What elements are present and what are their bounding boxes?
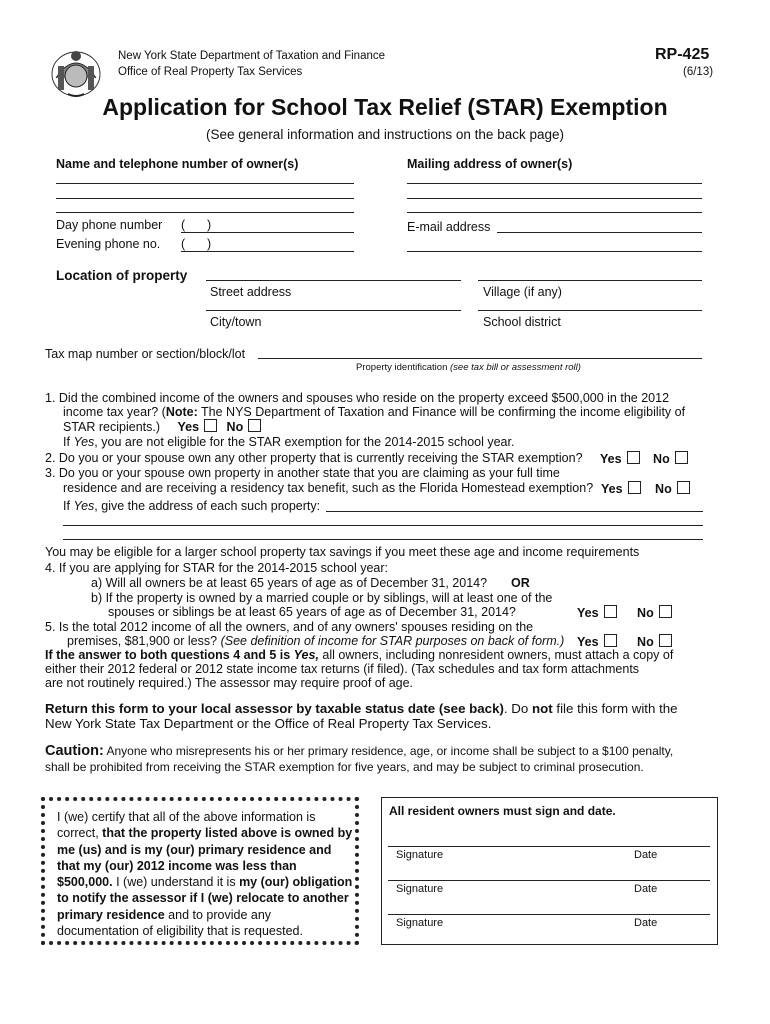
location-label: Location of property	[56, 268, 188, 283]
certify-text-3: and to provide any documentation of eligibility that is requested.	[57, 907, 303, 939]
q4a-text: a) Will all owners be at least 65 years of age as of December 31, 2014?	[91, 576, 488, 590]
q1-note: Note:	[165, 405, 198, 419]
owner-name-field-3[interactable]	[56, 212, 354, 213]
owner-name-field-1[interactable]	[56, 183, 354, 184]
q3-if: If	[63, 499, 70, 513]
q3-yes-checkbox[interactable]	[628, 481, 641, 494]
other-property-field-3[interactable]	[63, 539, 703, 540]
school-district-label: School district	[483, 315, 561, 329]
evening-phone-field[interactable]	[181, 251, 354, 252]
question-4b-line-1: b) If the property is owned by a married couple or by siblings, will at least one of the	[91, 591, 553, 605]
signature-label-3: Signature	[396, 917, 444, 929]
q1-no-label: No	[226, 420, 244, 434]
email-field-2[interactable]	[407, 251, 702, 252]
answer-note-text: all owners, including nonresident owners, must attach a copy of	[318, 648, 674, 662]
date-label-1: Date	[634, 849, 658, 861]
caution-line-1	[45, 743, 673, 759]
city-town-field[interactable]	[206, 310, 461, 311]
signature-line-1[interactable]	[388, 846, 710, 847]
question-5-line-2	[67, 634, 564, 648]
q5-no-label: No	[637, 635, 654, 649]
return-instruction-line-1	[45, 701, 678, 716]
return-post: file this form with the	[552, 701, 678, 716]
question-3-line-2: residence and are receiving a residency tax benefit, such as the Florida Homestead exemption?	[63, 481, 594, 495]
city-town-label: City/town	[210, 315, 262, 329]
signature-box	[381, 797, 718, 945]
signature-label-1: Signature	[396, 849, 444, 861]
question-1-line-2	[63, 405, 685, 419]
caution-label: Caution:	[45, 743, 104, 759]
answer-note-line-1	[45, 648, 673, 662]
question-2: 2. Do you or your spouse own any other property that is currently receiving the STAR exemption?	[45, 451, 583, 465]
q3-yes-italic: Yes	[73, 499, 95, 513]
q3-no-label: No	[655, 482, 672, 496]
caution-text-1: Anyone who misrepresents his or her primary residence, age, or income shall be subject to a $100 penalty,	[103, 744, 674, 758]
evening-phone-paren-open: (	[181, 237, 186, 251]
signature-label-2: Signature	[396, 883, 444, 895]
answer-note-line-2: either their 2012 federal or 2012 state income tax returns (if filed). (Tax schedules and tax form attachments	[45, 662, 640, 676]
signature-header: All resident owners must sign and date.	[389, 804, 616, 818]
certify-text-1: I (we) certify that all of the above information is correct,	[57, 810, 316, 841]
q3-answers	[601, 481, 690, 496]
street-address-field[interactable]	[206, 280, 461, 281]
tax-map-label: Tax map number or section/block/lot	[45, 347, 246, 361]
q1-yes-italic: Yes	[73, 435, 95, 449]
evening-phone-label: Evening phone no.	[56, 237, 161, 251]
q5-italic: (See definition of income for STAR purposes on back of form.)	[220, 634, 565, 648]
q4-no-label: No	[637, 606, 654, 620]
question-4: 4. If you are applying for STAR for the 2014-2015 school year:	[45, 561, 389, 575]
q5-yes-label: Yes	[577, 635, 599, 649]
q3-text-c: , give the address of each such property:	[94, 499, 321, 513]
question-3-line-1: 3. Do you or your spouse own property in another state that you are claiming as your full time	[45, 466, 560, 480]
property-id-caption	[356, 362, 581, 373]
q3-yes-label: Yes	[601, 482, 623, 496]
day-phone-field[interactable]	[181, 232, 354, 233]
email-label: E-mail address	[407, 220, 491, 234]
owner-name-field-2[interactable]	[56, 198, 354, 199]
tax-map-field[interactable]	[258, 358, 702, 359]
q5-no-checkbox[interactable]	[659, 634, 672, 647]
page-title: Application for School Tax Relief (STAR) Exemption	[102, 94, 668, 120]
caution-line-2: shall be prohibited from receiving the STAR exemption for five years, and may be subject to criminal prosecution.	[45, 760, 644, 774]
question-4b-line-2: spouses or siblings be at least 65 years of age as of December 31, 2014?	[108, 605, 516, 619]
certification-box	[41, 797, 359, 945]
certify-text-2: I (we) understand it is	[112, 875, 240, 890]
office-name: Office of Real Property Tax Services	[118, 66, 303, 78]
q2-yes-label: Yes	[600, 452, 622, 466]
q5-text: premises, $81,900 or less?	[67, 634, 218, 648]
signature-line-3[interactable]	[388, 914, 710, 915]
dept-name: New York State Department of Taxation and Finance	[118, 50, 386, 62]
q1-text-c: STAR recipients.)	[63, 420, 161, 434]
or-label: OR	[511, 576, 530, 590]
other-property-field-1[interactable]	[326, 511, 703, 512]
signature-line-2[interactable]	[388, 880, 710, 881]
q2-no-label: No	[653, 452, 670, 466]
q5-yes-checkbox[interactable]	[604, 634, 617, 647]
property-id-note: (see tax bill or assessment roll)	[450, 362, 581, 373]
q4-yes-checkbox[interactable]	[604, 605, 617, 618]
q4-answers	[577, 605, 672, 620]
age-intro: You may be eligible for a larger school property tax savings if you meet these age and income requirements	[45, 545, 640, 559]
return-bold: Return this form to your local assessor by taxable status date (see back)	[45, 701, 504, 716]
q1-no-checkbox[interactable]	[248, 419, 261, 432]
school-district-field[interactable]	[478, 310, 702, 311]
property-id-text: Property identification	[356, 362, 448, 373]
nys-seal-icon	[48, 44, 104, 100]
day-phone-paren-close: )	[207, 218, 212, 232]
question-1-line-3	[63, 419, 261, 434]
q2-no-checkbox[interactable]	[675, 451, 688, 464]
day-phone-label: Day phone number	[56, 218, 163, 232]
owner-name-label: Name and telephone number of owner(s)	[56, 157, 299, 171]
certify-bold-1: that the property listed above is owned by me (us) and is my (our) primary residence and that my (our) 2012 income was less than $500,000.	[57, 826, 353, 890]
answer-note-bold: If the answer to both questions 4 and 5 is	[45, 648, 291, 662]
mailing-address-field-2[interactable]	[407, 198, 702, 199]
mailing-address-field-1[interactable]	[407, 183, 702, 184]
evening-phone-paren-close: )	[207, 237, 212, 251]
q1-if: If	[63, 435, 70, 449]
date-label-3: Date	[634, 917, 658, 929]
question-1-line-4	[63, 435, 514, 449]
q2-answers	[600, 451, 688, 466]
answer-note-yes: Yes,	[293, 648, 319, 662]
q1-text-d: , you are not eligible for the STAR exemption for the 2014-2015 school year.	[94, 435, 515, 449]
answer-note-line-3: are not routinely required.) The assessor may require proof of age.	[45, 676, 414, 690]
other-property-field-2[interactable]	[63, 525, 703, 526]
q2-yes-checkbox[interactable]	[627, 451, 640, 464]
street-address-label: Street address	[210, 285, 292, 299]
q1-text-a: income tax year? (	[63, 405, 166, 419]
village-field[interactable]	[478, 280, 702, 281]
day-phone-paren-open: (	[181, 218, 186, 232]
date-label-2: Date	[634, 883, 658, 895]
q1-text-b: The NYS Department of Taxation and Finance will be confirming the income eligibility of	[197, 405, 686, 419]
email-field[interactable]	[497, 232, 702, 233]
question-5-line-1: 5. Is the total 2012 income of all the owners, and of any owners' spouses residing on the	[45, 620, 534, 634]
q5-answers	[577, 634, 672, 649]
mailing-address-field-3[interactable]	[407, 212, 702, 213]
return-not: not	[532, 701, 553, 716]
village-label: Village (if any)	[483, 285, 562, 299]
question-3-line-3	[63, 499, 320, 513]
form-number: RP-425	[655, 46, 710, 63]
page-subtitle: (See general information and instructions on the back page)	[206, 127, 564, 142]
q3-no-checkbox[interactable]	[677, 481, 690, 494]
return-mid: . Do	[503, 701, 532, 716]
q4-no-checkbox[interactable]	[659, 605, 672, 618]
q1-yes-label: Yes	[177, 420, 200, 434]
certify-bold-2: my (our) obligation to notify the assessor if I (we) relocate to another primary residence	[57, 875, 353, 922]
form-revision: (6/13)	[683, 66, 714, 78]
question-4a	[91, 576, 530, 590]
q1-yes-checkbox[interactable]	[204, 419, 217, 432]
q4-yes-label: Yes	[577, 606, 599, 620]
mailing-address-label: Mailing address of owner(s)	[407, 157, 573, 171]
question-1-line-1: 1. Did the combined income of the owners and spouses who reside on the property exceed $500,000 in the 2012	[45, 391, 670, 405]
return-instruction-line-2: New York State Tax Department or the Office of Real Property Tax Services.	[45, 716, 492, 731]
